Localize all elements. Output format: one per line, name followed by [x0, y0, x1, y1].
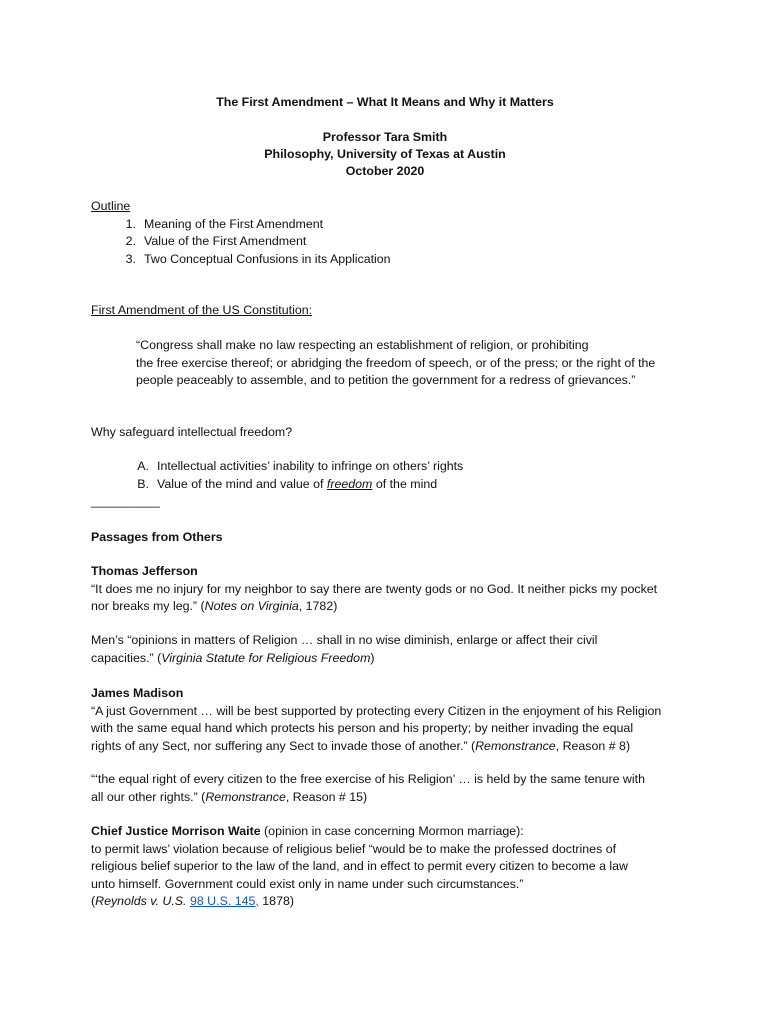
waite-section: [91, 823, 691, 911]
reason-text: [157, 476, 437, 494]
reason-text-pre: Value of the mind and value of: [157, 476, 324, 491]
outline-item-text: Two Conceptual Confusions in its Application: [144, 251, 391, 266]
author-name: Professor Tara Smith: [322, 130, 448, 144]
outline-item-number: 3.: [125, 251, 136, 266]
quote-line: religious belief superior to the law of the land, and in effect to permit every citizen to become a law: [91, 859, 628, 873]
passages-heading: Passages from Others: [91, 530, 223, 544]
document-title: The First Amendment – What It Means and Why it Matters: [216, 95, 554, 109]
outline-item-number: 1.: [125, 216, 136, 231]
citation-link[interactable]: 98 U.S. 145,: [189, 894, 259, 908]
outline-heading: Outline: [91, 199, 131, 213]
reason-text-post: of the mind: [375, 476, 438, 491]
case-citation: (Reynolds v. U.S. 98 U.S. 145, 1878): [91, 894, 294, 908]
case-name: Reynolds v. U.S.: [95, 894, 187, 908]
outline-section: [91, 198, 691, 268]
waite-name: Chief Justice Morrison Waite: [91, 824, 261, 838]
source-title: Remonstrance: [205, 789, 286, 804]
outline-item-number: 2.: [125, 234, 136, 248]
author-affiliation: Philosophy, University of Texas at Austin: [264, 147, 506, 161]
waite-heading: [91, 823, 691, 841]
outline-item-text: Meaning of the First Amendment: [144, 216, 324, 231]
waite-note: (opinion in case concerning Mormon marriage):: [260, 824, 524, 838]
outline-item: [91, 251, 691, 269]
reason-text: Intellectual activities’ inability to infringe on others’ rights: [157, 459, 464, 473]
jefferson-section: [91, 563, 691, 616]
madison-quote-2: [91, 771, 691, 806]
quote-line: people peaceably to assemble, and to petition the government for a redress of grievances.”: [136, 373, 636, 387]
reason-label: B.: [137, 476, 149, 491]
quote-line: the free exercise thereof; or abridging the freedom of speech, or of the press; or the right of the: [136, 355, 656, 370]
reason-label: A.: [137, 459, 149, 473]
quote-line: “It does me no injury for my neighbor to say there are twenty gods or no God. It neither picks my pocket: [91, 581, 658, 596]
quote-line: “Congress shall make no law respecting an establishment of religion, or prohibiting: [136, 338, 589, 352]
source-title: Virginia Statute for Religious Freedom: [161, 650, 371, 665]
madison-section: [91, 685, 691, 755]
why-reasons: [91, 458, 691, 511]
outline-item-text: Value of the First Amendment: [144, 234, 307, 248]
document-date: October 2020: [345, 164, 425, 178]
amendment-quote: [136, 337, 696, 390]
quote-line: nor breaks my leg.” (Notes on Virginia, 1782): [91, 599, 338, 613]
quote-line: “A just Government … will be best supported by protecting every Citizen in the enjoyment of his Religion: [91, 703, 662, 718]
quote-line: capacities.” (Virginia Statute for Religious Freedom): [91, 650, 375, 665]
quote-line: “‘the equal right of every citizen to the free exercise of his Religion’ … is held by the same tenure with: [91, 772, 645, 786]
amendment-heading: [91, 302, 691, 320]
quote-line: to permit laws’ violation because of religious belief “would be to make the professed doctrines of: [91, 841, 617, 856]
source-title: Remonstrance: [475, 738, 556, 753]
reason-item: [91, 476, 691, 494]
quote-line: Men’s “opinions in matters of Religion … shall in no wise diminish, enlarge or affect their civil: [91, 633, 598, 647]
outline-item: [91, 233, 691, 251]
quote-line: with the same equal hand which protects his person and his property; by neither invading the equal: [91, 721, 634, 735]
amendment-heading-text: First Amendment of the US Constitution:: [91, 303, 313, 317]
reason-item: [91, 458, 691, 476]
jefferson-quote-2: [91, 632, 691, 667]
source-title: Notes on Virginia: [204, 599, 299, 613]
section-divider: __________: [91, 494, 160, 508]
jefferson-name: Thomas Jefferson: [91, 564, 198, 578]
quote-line: rights of any Sect, nor suffering any Sect to invade those of another.” (Remonstrance, Reason # 8): [91, 738, 631, 753]
quote-line: unto himself. Government could exist only in name under such circumstances.”: [91, 876, 524, 891]
freedom-emphasis: freedom: [326, 476, 373, 491]
outline-item: [91, 216, 691, 234]
why-question: Why safeguard intellectual freedom?: [91, 425, 293, 439]
quote-line: all our other rights.” (Remonstrance, Reason # 15): [91, 789, 368, 804]
madison-name: James Madison: [91, 686, 184, 700]
